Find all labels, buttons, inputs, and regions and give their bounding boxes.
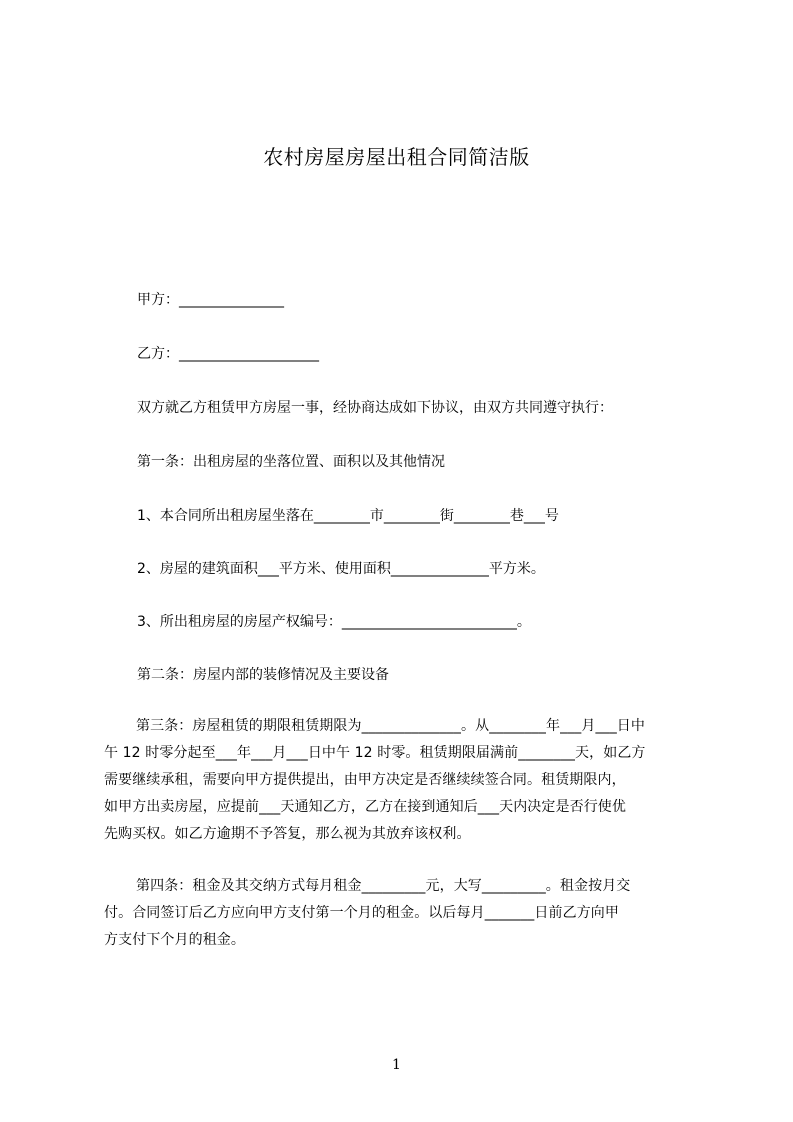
- article1-item3: 3、所出租房屋的房屋产权编号：_________________________。: [137, 614, 531, 630]
- article3-line: 先购买权。如乙方逾期不予答复，那么视为其放弃该权利。: [104, 826, 471, 842]
- article1-item1: 1、本合同所出租房屋坐落在________市________街________巷___号: [137, 508, 559, 524]
- article4-paragraph: [104, 873, 689, 954]
- article4-line: 方支付下个月的租金。: [104, 932, 245, 948]
- page-number: 1: [392, 1057, 401, 1073]
- article4-line: 付。合同签订后乙方应向甲方支付第一个月的租金。以后每月_______日前乙方向甲: [104, 905, 619, 921]
- intro-paragraph: 双方就乙方租赁甲方房屋一事，经协商达成如下协议，由双方共同遵守执行：: [137, 400, 613, 416]
- party-b-line: 乙方：____________________: [137, 346, 319, 362]
- article3-line: 需要继续承租，需要向甲方提供提出，由甲方决定是否继续续签合同。租赁期限内，: [104, 772, 626, 788]
- article4-line: 第四条：租金及其交纳方式每月租金_________元，大写_________。租金按月交: [136, 878, 631, 894]
- article3-line: 午 12 时零分起至___年___月___日中午 12 时零。租赁期限届满前________天，如乙方: [104, 745, 646, 761]
- article1-item2: 2、房屋的建筑面积___平方米、使用面积______________平方米。: [137, 561, 545, 577]
- article3-line: 第三条：房屋租赁的期限租赁期限为______________。从________年___月___日中: [136, 718, 645, 734]
- party-a-line: 甲方：_______________: [137, 292, 284, 308]
- document-title: 农村房屋房屋出租合同简洁版: [263, 145, 530, 169]
- article2-heading: 第二条：房屋内部的装修情况及主要设备: [137, 667, 389, 683]
- article3-paragraph: [104, 713, 689, 848]
- article3-line: 如甲方出卖房屋，应提前___天通知乙方，乙方在接到通知后___天内决定是否行使优: [104, 799, 626, 815]
- article1-heading: 第一条：出租房屋的坐落位置、面积以及其他情况: [137, 454, 445, 470]
